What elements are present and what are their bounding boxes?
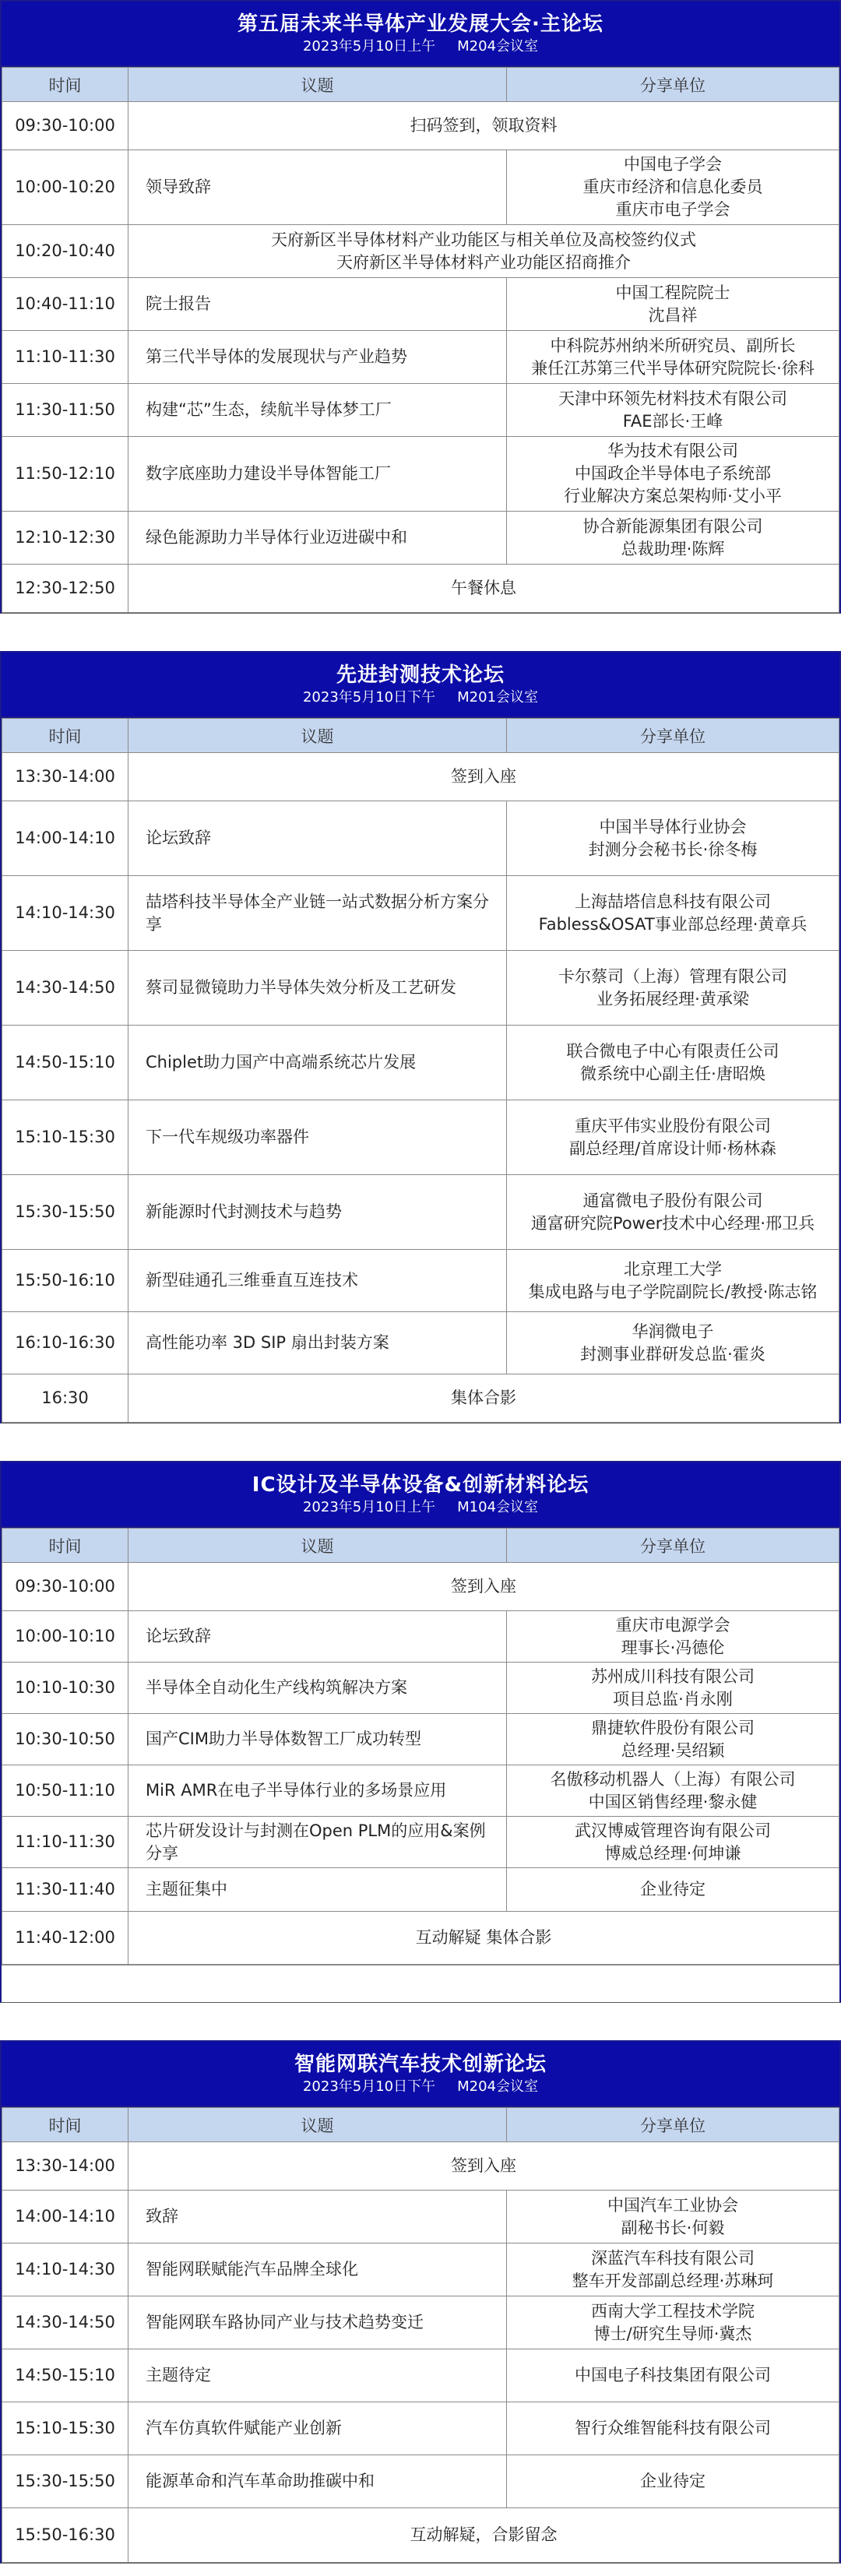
speaker-line: 博威总经理·何坤谦: [604, 1843, 741, 1863]
section-subtitle: [292, 1498, 549, 1517]
session-time: 15:10-15:30: [2, 1100, 128, 1175]
session-time: 14:50-15:10: [2, 1026, 128, 1100]
speaker-line: 联合微电子中心有限责任公司: [566, 1041, 779, 1061]
speaker-line: 中国半导体行业协会: [599, 817, 747, 836]
agenda-row: [2, 2402, 839, 2455]
merged-line: 签到入座: [451, 767, 516, 786]
session-topic: 下一代车规级功率器件: [128, 1100, 507, 1175]
speaker-line: 理事长·冯德伦: [621, 1638, 725, 1657]
speaker-line: 鼎捷软件股份有限公司: [591, 1718, 755, 1737]
section-room: M204会议室: [457, 38, 539, 55]
table-header-row: [2, 1529, 839, 1563]
session-time: 14:00-14:10: [2, 801, 128, 876]
speaker-column-header: 分享单位: [507, 1529, 839, 1563]
speaker-line: 卡尔蔡司（上海）管理有限公司: [558, 966, 787, 986]
speaker-column-header: 分享单位: [507, 719, 839, 753]
speaker-line: 封测分会秘书长·徐冬梅: [588, 839, 758, 859]
session-merged: [128, 2508, 839, 2563]
merged-line: 扫码签到，领取资料: [410, 116, 558, 135]
agenda-row: [2, 2508, 839, 2563]
agenda-row: [2, 1563, 839, 1611]
agenda-row: [2, 2296, 839, 2349]
merged-line: 天府新区半导体材料产业功能区招商推介: [336, 252, 631, 272]
speaker-line: 深蓝汽车科技有限公司: [591, 2248, 755, 2268]
session-speaker: [507, 331, 839, 384]
session-speaker: [507, 1663, 839, 1714]
speaker-line: 兼任江苏第三代半导体研究院院长·徐科: [531, 358, 815, 378]
session-merged: [128, 1374, 839, 1423]
topic-column-header: 议题: [128, 68, 507, 102]
speaker-line: 重庆市电源学会: [615, 1615, 730, 1635]
session-merged: [128, 1563, 839, 1611]
agenda-row: [2, 1026, 839, 1100]
session-speaker: [507, 2402, 839, 2455]
section-tail-space: [2, 1965, 839, 2002]
merged-line: 签到入座: [451, 2156, 516, 2175]
speaker-column-header: 分享单位: [507, 68, 839, 102]
session-time: 13:30-14:00: [2, 2142, 128, 2191]
speaker-line: 整车开发部副总经理·苏琳珂: [572, 2271, 774, 2290]
session-topic: 国产CIM助力半导体数智工厂成功转型: [128, 1714, 507, 1765]
agenda-row: [2, 331, 839, 384]
agenda-row: [2, 225, 839, 278]
agenda-row: [2, 1250, 839, 1312]
speaker-line: 智行众维智能科技有限公司: [575, 2419, 771, 2437]
session-speaker: [507, 1714, 839, 1765]
agenda-row: [2, 102, 839, 150]
session-topic: Chiplet助力国产中高端系统芯片发展: [128, 1026, 507, 1100]
session-time: 14:30-14:50: [2, 951, 128, 1026]
agenda-row: [2, 1374, 839, 1423]
session-speaker: [507, 1611, 839, 1663]
speaker-line: 行业解决方案总架构师·艾小平: [564, 487, 782, 505]
speaker-line: 中国政企半导体电子系统部: [575, 464, 771, 483]
session-speaker: [507, 278, 839, 331]
session-merged: [128, 565, 839, 613]
agenda-row: [2, 2142, 839, 2191]
agenda-row: [2, 565, 839, 613]
speaker-line: 北京理工大学: [624, 1259, 722, 1279]
topic-column-header: 议题: [128, 1529, 507, 1563]
speaker-line: 集成电路与电子学院副院长/教授·陈志铭: [528, 1282, 818, 1301]
section-header: [2, 2, 839, 67]
session-speaker: [507, 2191, 839, 2243]
session-time: 16:30: [2, 1374, 128, 1423]
session-topic: 构建“芯”生态，续航半导体梦工厂: [128, 384, 507, 437]
speaker-line: 重庆平伟实业股份有限公司: [575, 1116, 771, 1135]
agenda-row: [2, 2455, 839, 2508]
time-column-header: 时间: [2, 719, 128, 753]
session-topic: 高性能功率 3D SIP 扇出封装方案: [128, 1312, 507, 1374]
session-topic: 数字底座助力建设半导体智能工厂: [128, 437, 507, 512]
speaker-line: 西南大学工程技术学院: [591, 2301, 755, 2321]
session-speaker: [507, 2243, 839, 2296]
session-time: 14:50-15:10: [2, 2349, 128, 2402]
session-speaker: [507, 1100, 839, 1175]
speaker-line: 总裁助理·陈辉: [621, 539, 725, 558]
session-speaker: [507, 437, 839, 512]
section-date: 2023年5月10日下午: [302, 689, 436, 706]
speaker-line: 副秘书长·何毅: [621, 2218, 725, 2237]
speaker-line: 中国电子学会: [624, 155, 722, 174]
agenda-row: [2, 512, 839, 565]
agenda-row: [2, 2191, 839, 2243]
session-topic: 能源革命和汽车革命助推碳中和: [128, 2455, 507, 2508]
session-speaker: [507, 1026, 839, 1100]
speaker-line: 华润微电子: [632, 1321, 714, 1341]
session-time: 11:10-11:30: [2, 1817, 128, 1868]
session-speaker: [507, 2455, 839, 2508]
session-topic: 汽车仿真软件赋能产业创新: [128, 2402, 507, 2455]
session-time: 11:30-11:50: [2, 384, 128, 437]
session-time: 14:10-14:30: [2, 2243, 128, 2296]
session-topic: 论坛致辞: [128, 1611, 507, 1663]
speaker-line: FAE部长·王峰: [622, 411, 723, 431]
section-title: 智能网联汽车技术创新论坛: [294, 2053, 547, 2076]
agenda-table: [2, 2107, 839, 2563]
section-date: 2023年5月10日上午: [302, 38, 436, 55]
agenda-row: [2, 801, 839, 876]
session-topic: 院士报告: [128, 278, 507, 331]
speaker-line: 通富微电子股份有限公司: [582, 1191, 763, 1210]
session-merged: [128, 102, 839, 150]
session-time: 11:40-12:00: [2, 1912, 128, 1965]
session-topic: 绿色能源助力半导体行业迈进碳中和: [128, 512, 507, 565]
agenda-row: [2, 1175, 839, 1250]
session-topic: 半导体全自动化生产线构筑解决方案: [128, 1663, 507, 1714]
speaker-line: 沈昌祥: [648, 305, 698, 325]
session-speaker: [507, 1175, 839, 1250]
speaker-column-header: 分享单位: [507, 2108, 839, 2142]
section-room: M201会议室: [457, 689, 539, 706]
session-merged: [128, 753, 839, 801]
speaker-line: 企业待定: [640, 1880, 706, 1899]
agenda-row: [2, 1312, 839, 1374]
session-time: 15:50-16:30: [2, 2508, 128, 2563]
time-column-header: 时间: [2, 2108, 128, 2142]
agenda-row: [2, 1765, 839, 1817]
section-header: [2, 653, 839, 718]
session-time: 11:50-12:10: [2, 437, 128, 512]
session-speaker: [507, 2349, 839, 2402]
time-column-header: 时间: [2, 68, 128, 102]
section-header: [2, 2042, 839, 2107]
merged-line: 集体合影: [451, 1388, 516, 1407]
section-title: 第五届未来半导体产业发展大会·主论坛: [238, 12, 603, 36]
session-merged: [128, 2142, 839, 2191]
section-room: M204会议室: [457, 2078, 539, 2095]
agenda-table: [2, 1528, 839, 1965]
session-speaker: [507, 512, 839, 565]
agenda-row: [2, 384, 839, 437]
session-time: 10:00-10:10: [2, 1611, 128, 1663]
section-room: M104会议室: [457, 1499, 539, 1515]
session-topic: 智能网联赋能汽车品牌全球化: [128, 2243, 507, 2296]
speaker-line: 中国工程院院士: [615, 283, 730, 302]
session-merged: [128, 1912, 839, 1965]
section-title: IC设计及半导体设备&创新材料论坛: [252, 1473, 589, 1497]
section-subtitle: [292, 37, 549, 56]
section-subtitle: [292, 2078, 549, 2096]
agenda-row: [2, 1714, 839, 1765]
section-title: 先进封测技术论坛: [336, 663, 505, 687]
session-time: 10:20-10:40: [2, 225, 128, 278]
speaker-line: 副总经理/首席设计师·杨林森: [569, 1138, 776, 1158]
agenda-table: [2, 67, 839, 613]
session-time: 09:30-10:00: [2, 1563, 128, 1611]
agenda-row: [2, 2243, 839, 2296]
topic-column-header: 议题: [128, 719, 507, 753]
agenda-row: [2, 2349, 839, 2402]
session-time: 12:30-12:50: [2, 565, 128, 613]
merged-line: 午餐休息: [451, 579, 516, 597]
session-topic: 新型硅通孔三维垂直互连技术: [128, 1250, 507, 1312]
agenda-row: [2, 1912, 839, 1965]
speaker-line: 中国区销售经理·黎永健: [588, 1792, 758, 1811]
speaker-line: 武汉博威管理咨询有限公司: [575, 1821, 771, 1840]
session-topic: 喆塔科技半导体全产业链一站式数据分析方案分享: [128, 876, 507, 951]
session-speaker: [507, 1765, 839, 1817]
section-gap: [0, 1423, 841, 1461]
session-time: 15:30-15:50: [2, 2455, 128, 2508]
session-topic: 论坛致辞: [128, 801, 507, 876]
agenda-row: [2, 150, 839, 225]
agenda-section: [0, 651, 841, 1423]
session-speaker: [507, 384, 839, 437]
session-time: 11:10-11:30: [2, 331, 128, 384]
session-speaker: [507, 1312, 839, 1374]
merged-line: 互动解疑，合影留念: [410, 2525, 558, 2544]
speaker-line: 重庆市电子学会: [615, 200, 730, 219]
agenda-row: [2, 1100, 839, 1175]
speaker-line: 天津中环领先材料技术有限公司: [558, 389, 787, 408]
session-topic: 主题待定: [128, 2349, 507, 2402]
session-topic: 蔡司显微镜助力半导体失效分析及工艺研发: [128, 951, 507, 1026]
speaker-line: 总经理·吴绍颖: [621, 1740, 725, 1760]
speaker-line: Fabless&OSAT事业部总经理·黄章兵: [538, 914, 808, 934]
session-time: 15:30-15:50: [2, 1175, 128, 1250]
merged-line: 签到入座: [451, 1577, 516, 1596]
section-date: 2023年5月10日下午: [302, 2078, 436, 2095]
session-speaker: [507, 801, 839, 876]
session-time: 14:00-14:10: [2, 2191, 128, 2243]
speaker-line: 博士/研究生导师·冀杰: [593, 2324, 752, 2343]
session-time: 11:30-11:40: [2, 1868, 128, 1912]
table-header-row: [2, 68, 839, 102]
section-date: 2023年5月10日上午: [302, 1499, 436, 1515]
session-topic: 主题征集中: [128, 1868, 507, 1912]
section-header: [2, 1462, 839, 1528]
section-subtitle: [292, 688, 549, 707]
session-time: 15:10-15:30: [2, 2402, 128, 2455]
agenda-row: [2, 1817, 839, 1868]
merged-line: 天府新区半导体材料产业功能区与相关单位及高校签约仪式: [271, 230, 696, 249]
speaker-line: 上海喆塔信息科技有限公司: [575, 892, 771, 911]
session-time: 10:30-10:50: [2, 1714, 128, 1765]
session-speaker: [507, 1250, 839, 1312]
section-gap: [0, 2003, 841, 2040]
speaker-line: 中科院苏州纳米所研究员、副所长: [550, 336, 796, 355]
speaker-line: 名傲移动机器人（上海）有限公司: [550, 1769, 796, 1789]
speaker-line: 微系统中心副主任·唐昭焕: [580, 1064, 765, 1083]
agenda-row: [2, 1663, 839, 1714]
table-header-row: [2, 719, 839, 753]
session-time: 14:30-14:50: [2, 2296, 128, 2349]
merged-line: 互动解疑 集体合影: [415, 1928, 552, 1947]
session-time: 10:00-10:20: [2, 150, 128, 225]
speaker-line: 业务拓展经理·黄承梁: [596, 989, 749, 1008]
speaker-line: 中国汽车工业协会: [607, 2195, 738, 2215]
session-speaker: [507, 150, 839, 225]
session-time: 10:50-11:10: [2, 1765, 128, 1817]
session-speaker: [507, 951, 839, 1026]
session-time: 12:10-12:30: [2, 512, 128, 565]
speaker-line: 华为技术有限公司: [607, 442, 738, 460]
speaker-line: 项目总监·肖永刚: [613, 1689, 733, 1709]
agenda-row: [2, 951, 839, 1026]
session-speaker: [507, 876, 839, 951]
topic-column-header: 议题: [128, 2108, 507, 2142]
session-topic: 智能网联车路协同产业与技术趋势变迁: [128, 2296, 507, 2349]
session-time: 16:10-16:30: [2, 1312, 128, 1374]
session-time: 15:50-16:10: [2, 1250, 128, 1312]
speaker-line: 封测事业群研发总监·霍炎: [580, 1344, 765, 1364]
session-merged: [128, 225, 839, 278]
agenda-row: [2, 876, 839, 951]
agenda-row: [2, 753, 839, 801]
speaker-line: 重庆市经济和信息化委员: [582, 178, 763, 196]
session-time: 10:10-10:30: [2, 1663, 128, 1714]
session-topic: 第三代半导体的发展现状与产业趋势: [128, 331, 507, 384]
session-topic: MiR AMR在电子半导体行业的多场景应用: [128, 1765, 507, 1817]
agenda-section: [0, 1461, 841, 2003]
session-topic: 领导致辞: [128, 150, 507, 225]
session-speaker: [507, 1868, 839, 1912]
session-speaker: [507, 1817, 839, 1868]
session-topic: 芯片研发设计与封测在Open PLM的应用&案例分享: [128, 1817, 507, 1868]
speaker-line: 通富研究院Power技术中心经理·邢卫兵: [530, 1213, 815, 1233]
agenda-table: [2, 718, 839, 1423]
agenda-section: [0, 2040, 841, 2564]
session-time: 13:30-14:00: [2, 753, 128, 801]
speaker-line: 中国电子科技集团有限公司: [575, 2366, 771, 2384]
speaker-line: 协合新能源集团有限公司: [582, 516, 763, 536]
session-topic: 致辞: [128, 2191, 507, 2243]
agenda-row: [2, 1611, 839, 1663]
session-time: 14:10-14:30: [2, 876, 128, 951]
session-time: 10:40-11:10: [2, 278, 128, 331]
speaker-line: 苏州成川科技有限公司: [591, 1666, 755, 1686]
agenda-row: [2, 278, 839, 331]
agenda-section: [0, 0, 841, 614]
session-time: 09:30-10:00: [2, 102, 128, 150]
session-speaker: [507, 2296, 839, 2349]
table-header-row: [2, 2108, 839, 2142]
section-gap: [0, 614, 841, 651]
agenda-row: [2, 437, 839, 512]
speaker-line: 企业待定: [640, 2472, 706, 2490]
session-topic: 新能源时代封测技术与趋势: [128, 1175, 507, 1250]
agenda-row: [2, 1868, 839, 1912]
time-column-header: 时间: [2, 1529, 128, 1563]
